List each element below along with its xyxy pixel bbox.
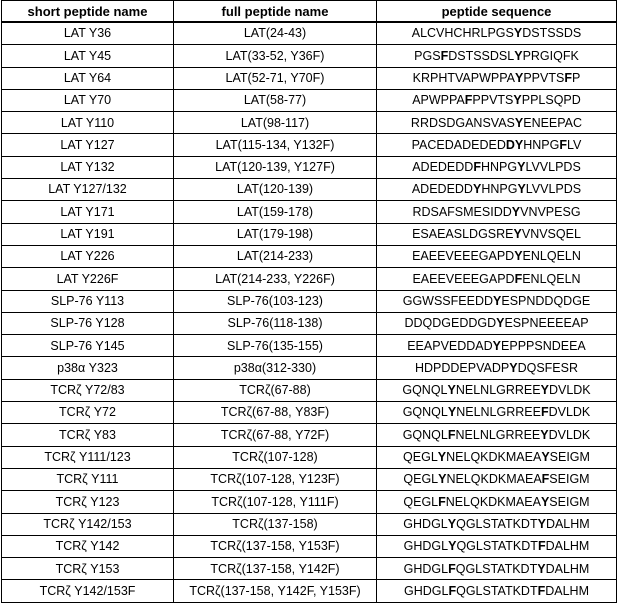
sequence-cell: [377, 290, 617, 312]
full-name-cell: SLP-76(103-123): [174, 290, 377, 312]
sequence-segment: QEGL: [403, 472, 439, 487]
sequence-segment: GHDGL: [403, 561, 449, 576]
table-row: [2, 112, 617, 134]
short-name-cell: LAT Y70: [2, 89, 174, 111]
sequence-segment: NELNLGRREE: [455, 427, 541, 442]
sequence-cell: [377, 156, 617, 178]
sequence-segment: EAEEVEEEGAPD: [412, 249, 515, 264]
sequence-segment: GGWSSFEEDD: [402, 293, 494, 308]
sequence-segment: APWPPA: [412, 93, 465, 108]
table-row: [2, 335, 617, 357]
mutation-residue: Y: [541, 450, 550, 465]
short-name-cell: LAT Y226F: [2, 268, 174, 290]
sequence-segment: QEGL: [403, 494, 439, 509]
sequence-segment: ALCVHCHRLPGS: [411, 26, 514, 41]
sequence-cell: [377, 112, 617, 134]
short-name-cell: SLP-76 Y145: [2, 335, 174, 357]
sequence-segment: ESPNDDQDGE: [501, 293, 591, 308]
full-name-cell: LAT(214-233): [174, 245, 377, 267]
sequence-segment: QGLSTATKDT: [456, 539, 538, 554]
sequence-segment: EPPPSNDEEA: [501, 338, 586, 353]
sequence-segment: NELQKDKMAEA: [445, 494, 541, 509]
table-row: [2, 245, 617, 267]
sequence-cell: [377, 357, 617, 379]
sequence-segment: LVVLPDS: [525, 182, 582, 197]
short-name-cell: TCRζ Y83: [2, 424, 174, 446]
short-name-cell: LAT Y171: [2, 201, 174, 223]
sequence-segment: ESPNEEEEAP: [504, 316, 589, 331]
mutation-residue: Y: [540, 494, 550, 509]
sequence-segment: QGLSTATKDT: [456, 516, 538, 531]
sequence-cell: [377, 223, 617, 245]
sequence-cell: [377, 89, 617, 111]
sequence-segment: DALHM: [545, 539, 590, 554]
sequence-cell: [377, 335, 617, 357]
sequence-segment: NELQKDKMAEA: [446, 450, 542, 465]
table-row: [2, 312, 617, 334]
sequence-segment: GHDGL: [403, 539, 449, 554]
sequence-segment: GHDGL: [403, 516, 448, 531]
sequence-segment: HNPG: [481, 182, 518, 197]
full-name-cell: TCRζ(67-88): [174, 379, 377, 401]
mutation-residue: F: [541, 472, 550, 487]
mutation-residue: Y: [513, 227, 522, 242]
short-name-cell: TCRζ Y142/153: [2, 513, 174, 535]
sequence-segment: SEIGM: [549, 494, 590, 509]
sequence-cell: [377, 268, 617, 290]
sequence-cell: [377, 558, 617, 580]
sequence-segment: PPLSQPD: [521, 93, 581, 108]
mutation-residue: F: [514, 271, 523, 286]
sequence-segment: PPVTS: [523, 70, 565, 85]
full-name-cell: LAT(33-52, Y36F): [174, 45, 377, 67]
short-name-cell: LAT Y226: [2, 245, 174, 267]
short-name-cell: LAT Y127: [2, 134, 174, 156]
sequence-cell: [377, 513, 617, 535]
full-name-cell: LAT(214-233, Y226F): [174, 268, 377, 290]
mutation-residue: Y: [517, 182, 526, 197]
mutation-residue: Y: [509, 360, 518, 375]
mutation-residue: F: [448, 583, 457, 598]
sequence-segment: DALHM: [545, 516, 590, 531]
sequence-cell: [377, 402, 617, 424]
table-row: [2, 268, 617, 290]
mutation-residue: F: [464, 93, 473, 108]
mutation-residue: Y: [472, 182, 482, 197]
full-name-cell: LAT(98-117): [174, 112, 377, 134]
short-name-cell: TCRζ Y153: [2, 558, 174, 580]
table-row: [2, 67, 617, 89]
sequence-segment: ENLQELN: [522, 271, 581, 286]
sequence-segment: LV: [567, 137, 582, 152]
sequence-segment: DVLDK: [548, 405, 591, 420]
sequence-cell: [377, 379, 617, 401]
mutation-residue: Y: [540, 383, 549, 398]
sequence-segment: DDQDGEDDGD: [404, 316, 497, 331]
mutation-residue: F: [537, 539, 546, 554]
mutation-residue: Y: [437, 450, 447, 465]
sequence-cell: [377, 580, 617, 602]
short-name-cell: TCRζ Y111: [2, 468, 174, 490]
short-name-cell: TCRζ Y72/83: [2, 379, 174, 401]
full-name-cell: LAT(120-139, Y127F): [174, 156, 377, 178]
peptide-table: [1, 0, 617, 603]
mutation-residue: Y: [438, 472, 447, 487]
sequence-segment: PGS: [414, 48, 441, 63]
header-short-name: short peptide name: [2, 1, 174, 23]
sequence-cell: [377, 424, 617, 446]
short-name-cell: LAT Y45: [2, 45, 174, 67]
short-name-cell: LAT Y127/132: [2, 179, 174, 201]
full-name-cell: LAT(24-43): [174, 22, 377, 45]
table-row: [2, 558, 617, 580]
table-row: [2, 290, 617, 312]
sequence-segment: HDPDDEPVADP: [414, 360, 510, 375]
header-full-name: full peptide name: [174, 1, 377, 23]
table-row: [2, 424, 617, 446]
short-name-cell: TCRζ Y123: [2, 491, 174, 513]
sequence-cell: [377, 22, 617, 45]
sequence-segment: QGLSTATKDT: [456, 583, 538, 598]
short-name-cell: LAT Y64: [2, 67, 174, 89]
full-name-cell: SLP-76(135-155): [174, 335, 377, 357]
short-name-cell: SLP-76 Y113: [2, 290, 174, 312]
mutation-residue: Y: [493, 293, 502, 308]
table-row: [2, 45, 617, 67]
short-name-cell: LAT Y191: [2, 223, 174, 245]
short-name-cell: TCRζ Y72: [2, 402, 174, 424]
table-row: [2, 22, 617, 45]
full-name-cell: LAT(58-77): [174, 89, 377, 111]
sequence-segment: QEGL: [403, 450, 438, 465]
full-name-cell: LAT(120-139): [174, 179, 377, 201]
sequence-segment: RDSAFSMESIDD: [412, 204, 512, 219]
mutation-residue: Y: [514, 249, 523, 264]
sequence-segment: SEIGM: [549, 450, 590, 465]
full-name-cell: TCRζ(137-158, Y142F, Y153F): [174, 580, 377, 602]
mutation-residue: F: [448, 561, 456, 576]
sequence-segment: QGLSTATKDT: [455, 561, 538, 576]
full-name-cell: SLP-76(118-138): [174, 312, 377, 334]
table-row: [2, 357, 617, 379]
sequence-cell: [377, 468, 617, 490]
sequence-segment: PACEDADEDED: [411, 137, 506, 152]
mutation-residue: Y: [537, 516, 546, 531]
sequence-segment: PPVTS: [472, 93, 514, 108]
mutation-residue: F: [559, 137, 567, 152]
sequence-cell: [377, 67, 617, 89]
sequence-segment: GHDGL: [404, 583, 449, 598]
mutation-residue: Y: [540, 427, 549, 442]
sequence-segment: P: [571, 70, 581, 85]
header-row: [2, 1, 617, 23]
table-row: [2, 201, 617, 223]
sequence-cell: [377, 491, 617, 513]
sequence-segment: EEAPVEDDAD: [407, 338, 493, 353]
sequence-segment: SEIGM: [549, 472, 590, 487]
mutation-residue: F: [473, 160, 481, 175]
mutation-residue: Y: [496, 316, 505, 331]
full-name-cell: TCRζ(107-128, Y111F): [174, 491, 377, 513]
sequence-segment: DALHM: [545, 583, 589, 598]
sequence-segment: NELQKDKMAEA: [446, 472, 542, 487]
sequence-segment: ESAEASLDGSRE: [412, 227, 514, 242]
header-sequence: peptide sequence: [377, 1, 617, 23]
table-row: [2, 156, 617, 178]
mutation-residue: Y: [447, 516, 457, 531]
table-row: [2, 402, 617, 424]
full-name-cell: TCRζ(137-158): [174, 513, 377, 535]
sequence-segment: ENEEPAC: [523, 115, 583, 130]
sequence-segment: HNPG: [480, 160, 518, 175]
table-row: [2, 513, 617, 535]
short-name-cell: LAT Y132: [2, 156, 174, 178]
sequence-segment: PRGIQFK: [522, 48, 579, 63]
sequence-cell: [377, 245, 617, 267]
sequence-segment: RRDSDGANSVAS: [410, 115, 515, 130]
sequence-segment: LVVLPDS: [525, 160, 581, 175]
mutation-residue: Y: [514, 115, 524, 130]
short-name-cell: TCRζ Y142: [2, 535, 174, 557]
mutation-residue: F: [564, 70, 572, 85]
sequence-segment: NELNLGRREE: [456, 405, 541, 420]
full-name-cell: LAT(159-178): [174, 201, 377, 223]
table-row: [2, 89, 617, 111]
mutation-residue: Y: [492, 338, 502, 353]
table-row: [2, 580, 617, 602]
sequence-segment: DQSFESR: [517, 360, 578, 375]
sequence-segment: GQNQL: [402, 405, 448, 420]
mutation-residue: Y: [511, 204, 521, 219]
full-name-cell: TCRζ(67-88, Y83F): [174, 402, 377, 424]
mutation-residue: Y: [514, 48, 523, 63]
table-row: [2, 468, 617, 490]
short-name-cell: LAT Y36: [2, 22, 174, 45]
mutation-residue: F: [537, 583, 546, 598]
sequence-cell: [377, 179, 617, 201]
sequence-cell: [377, 201, 617, 223]
full-name-cell: LAT(115-134, Y132F): [174, 134, 377, 156]
sequence-segment: DSTSSDSL: [448, 48, 515, 63]
table-row: [2, 134, 617, 156]
sequence-segment: ENLQELN: [522, 249, 581, 264]
sequence-segment: KRPHTVAPWPPA: [412, 70, 515, 85]
table-row: [2, 179, 617, 201]
sequence-segment: DVLDK: [548, 427, 591, 442]
sequence-cell: [377, 312, 617, 334]
full-name-cell: TCRζ(107-128, Y123F): [174, 468, 377, 490]
sequence-segment: VNVPESG: [520, 204, 581, 219]
full-name-cell: TCRζ(67-88, Y72F): [174, 424, 377, 446]
sequence-cell: [377, 535, 617, 557]
sequence-segment: NELNLGRREE: [455, 383, 541, 398]
short-name-cell: TCRζ Y142/153F: [2, 580, 174, 602]
mutation-residue: F: [447, 427, 456, 442]
full-name-cell: p38α(312-330): [174, 357, 377, 379]
mutation-residue: Y: [447, 405, 457, 420]
sequence-segment: VNVSQEL: [521, 227, 581, 242]
sequence-segment: HNPG: [523, 137, 560, 152]
table-row: [2, 535, 617, 557]
short-name-cell: SLP-76 Y128: [2, 312, 174, 334]
full-name-cell: TCRζ(107-128): [174, 446, 377, 468]
sequence-segment: GQNQL: [402, 427, 448, 442]
mutation-residue: Y: [448, 539, 457, 554]
sequence-segment: DVLDK: [548, 383, 591, 398]
mutation-residue: F: [438, 494, 446, 509]
sequence-segment: DSTSSDS: [522, 26, 582, 41]
table-row: [2, 379, 617, 401]
mutation-residue: DY: [505, 137, 524, 152]
mutation-residue: Y: [513, 93, 522, 108]
short-name-cell: TCRζ Y111/123: [2, 446, 174, 468]
mutation-residue: Y: [537, 561, 546, 576]
full-name-cell: LAT(52-71, Y70F): [174, 67, 377, 89]
sequence-cell: [377, 134, 617, 156]
short-name-cell: p38α Y323: [2, 357, 174, 379]
table-row: [2, 223, 617, 245]
mutation-residue: F: [540, 405, 549, 420]
sequence-cell: [377, 45, 617, 67]
full-name-cell: TCRζ(137-158, Y142F): [174, 558, 377, 580]
mutation-residue: Y: [513, 26, 523, 41]
mutation-residue: Y: [517, 160, 526, 175]
sequence-segment: ADEDEDD: [412, 160, 474, 175]
sequence-segment: EAEEVEEEGAPD: [412, 271, 515, 286]
mutation-residue: F: [440, 48, 449, 63]
sequence-segment: ADEDEDD: [411, 182, 473, 197]
full-name-cell: TCRζ(137-158, Y153F): [174, 535, 377, 557]
table-row: [2, 446, 617, 468]
sequence-segment: DALHM: [545, 561, 590, 576]
sequence-segment: GQNQL: [402, 383, 448, 398]
mutation-residue: Y: [447, 383, 456, 398]
mutation-residue: Y: [515, 70, 524, 85]
full-name-cell: LAT(179-198): [174, 223, 377, 245]
sequence-cell: [377, 446, 617, 468]
short-name-cell: LAT Y110: [2, 112, 174, 134]
table-row: [2, 491, 617, 513]
